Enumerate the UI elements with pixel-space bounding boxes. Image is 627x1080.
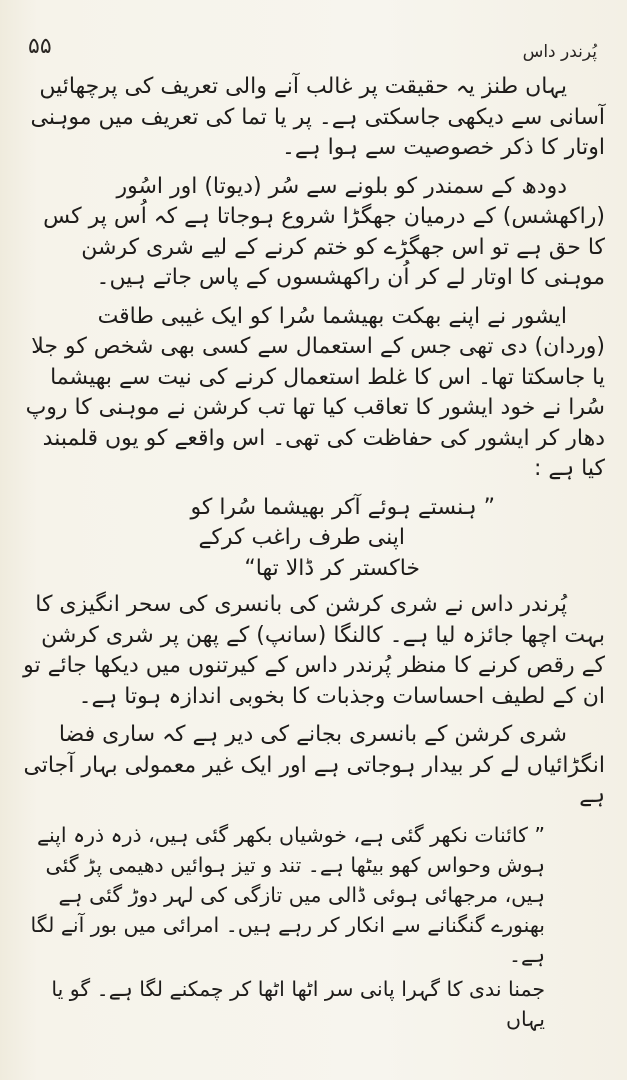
- verse-line-3: خاکستر کر ڈالا تھا“: [244, 555, 420, 581]
- paragraph-2: دودھ کے سمندر کو بلونے سے سُر (دیوتا) اور اسُور (راکھشس) کے درمیان جھگڑا شروع ہوجاتا ہے کہ اُس پر کس کا حق ہے تو اس جھگڑے کو ختم کرنے کے لیے شری کرشن موہنی کا اوتار لے کر اُن راکھشسوں کے پاس جاتے ہیں۔: [43, 173, 605, 290]
- block-quote-line-1: ” کائنات نکھر گئی ہے، خوشیاں بکھر گئی ہیں، ذرہ ذرہ اپنے ہوش وحواس کھو بیٹھا ہے۔ تند و تیز ہوائیں دھیمی پڑ گئی ہیں، مرجھائی ہوئی ڈالی میں تازگی کی لہر دوڑ گئی ہے بھنورے گنگنانے سے انکار کر رہے ہیں۔ امرائی میں بور آنے لگا ہے۔: [30, 822, 545, 967]
- verse-quotation: [22, 493, 605, 585]
- paragraph-3: ایشور نے اپنے بھکت بھیشما سُرا کو ایک غیبی طاقت (وردان) دی تھی جس کے استعمال سے کسی بھی شخص کو جلا یا جاسکتا تھا۔ اس کا غلط استعمال کرنے کی نیت سے بھیشما سُرا نے خود ایشور کا تعاقب کیا تھا تب کرشن نے موہنی کا روپ دھار کر ایشور کی حفاظت کی تھی۔ اس واقعے کو یوں قلمبند کیا ہے :: [25, 303, 605, 481]
- paragraph-4: پُرندر داس نے شری کرشن کی بانسری کی سحر انگیزی کا بہت اچھا جائزہ لیا ہے۔ کالنگا (سانپ) کے پھن پر شری کرشن کے رقص کرنے کا منظر پُرندر داس کے کیرتنوں میں دیکھا جائے تو ان کے لطیف احساسات وجذبات کا بخوبی اندازہ ہوتا ہے۔: [23, 592, 605, 709]
- paragraph-5: شری کرشن کے بانسری بجانے کی دیر ہے کہ ساری فضا انگڑائیاں لے کر بیدار ہوجاتی ہے اور ایک غیر معمولی بہار آجاتی ہے: [23, 722, 605, 808]
- page-body: [22, 72, 605, 1058]
- running-title: پُرندر داس: [522, 42, 597, 62]
- verse-line-2: اپنی طرف راغب کرکے: [198, 525, 405, 550]
- paragraph-1: یہاں طنز یہ حقیقت پر غالب آنے والی تعریف کی پرچھائیں آسانی سے دیکھی جاسکتی ہے۔ پر یا تما کی تعریف میں موہنی اوتار کا ذکر خصوصیت سے ہوا ہے۔: [30, 74, 605, 160]
- page-number: ۵۵: [28, 34, 52, 59]
- verse-line-1: ” ہنستے ہوئے آکر بھیشما سُرا کو: [190, 494, 495, 520]
- block-quote-line-2: جمنا ندی کا گہرا پانی سر اٹھا اٹھا کر چمکنے لگا ہے۔ گو یا یہاں: [51, 976, 545, 1031]
